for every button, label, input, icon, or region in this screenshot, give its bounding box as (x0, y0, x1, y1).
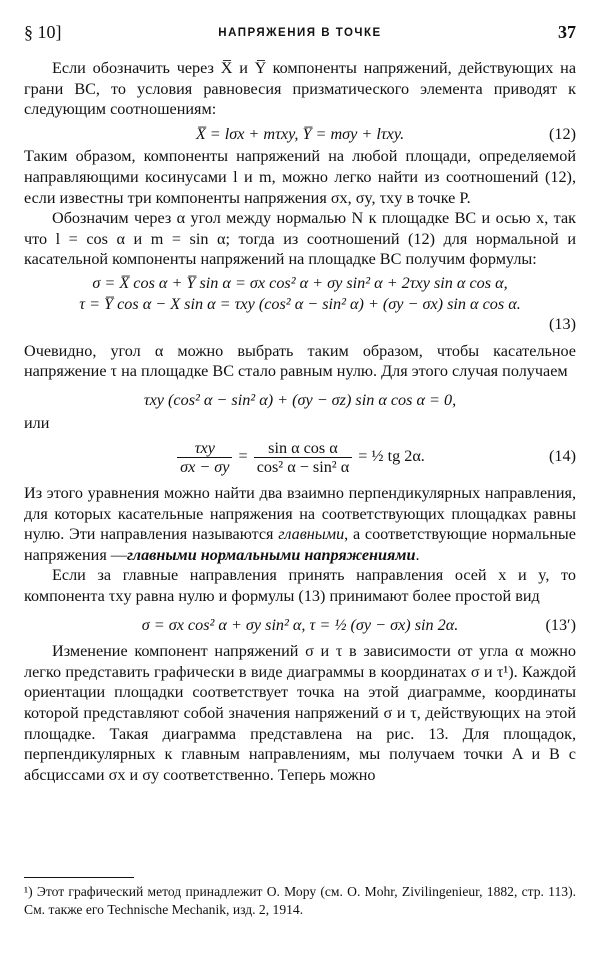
equation-13a-body: σ = X̅ cos α + Y̅ sin α = σx cos² α + σy sin² α + 2τxy sin α cos α, (92, 273, 508, 292)
paragraph-4: Очевидно, угол α можно выбрать таким образом, чтобы касательное напряжение τ на площадке BC стало равным нулю. Для этого случая получаем (24, 341, 576, 381)
equation-12 (24, 124, 576, 145)
p5-text-c: , а соответствующие нормальные напряжения — (24, 525, 576, 564)
running-header (24, 20, 576, 44)
p5-text-a: Из этого уравнения можно найти два взаимно перпендикулярных направления, для которых касательные напряжения на соответствующих площадках равны нулю. Эти направления называются (24, 484, 576, 544)
equation-14: $\frac{\text{τxy}}{\sigma x - \sigma y}$ = $\frac{\text{sin α cos α}}{\text{cos² α − sin² α}}$ = ½ tg 2α. (14) (24, 435, 576, 477)
equation-13a (24, 273, 576, 294)
p5-text-e: . (415, 545, 420, 564)
eq14-left-denominator: σx − σy (180, 457, 230, 476)
paragraph-7: Изменение компонент напряжений σ и τ в зависимости от угла α можно легко представить графически в виде диаграммы в координатах σ и τ¹). Каждой ориентации площадки соответствует точка на этой диаграмме, координаты которой представляют собой значения напряжений σ и τ, действующих на этой площадке. Такая диаграмма представлена на рис. 13. Для площадок, перпендикулярных к главным направлениям, мы получаем точки A и B с абсциссами σx и σy соответственно. Теперь можно (24, 642, 576, 784)
paragraph-1: Если обозначить через X̅ и Y̅ компоненты напряжений, действующих на грани BC, то условия равновесия призматического элемента приводят к следующим соотношениям: (24, 59, 576, 119)
eq14-right: = ½ tg 2α. (358, 447, 425, 466)
paragraph-3: Обозначим через α угол между нормалью N к площадке BC и осью x, так что l = cos α и m = sin α; тогда из соотношений (12) для нормальной и касательной компоненты напряжений на площадке BC получим формулы: (24, 209, 576, 269)
equation-14-number: (14) (549, 447, 576, 466)
equation-12-body: X̅ = lσx + mτxy, Y̅ = mσy + lτxy. (195, 124, 405, 143)
paragraph-5 (24, 483, 576, 565)
page-body (24, 58, 576, 785)
eq14-fraction-left (177, 439, 232, 476)
running-title: НАПРЯЖЕНИЯ В ТОЧКЕ (218, 27, 382, 39)
eq14-middle-denominator: cos² α − sin² α (256, 457, 350, 476)
equation-13b (24, 294, 576, 315)
p5-term-principal-normal-stresses: главными нормальными напряжениями (127, 545, 416, 564)
word-or: или (24, 413, 50, 432)
equation-13-prime-body: σ = σx cos² α + σy sin² α, τ = ½ (σy − σx) sin 2α. (141, 615, 459, 634)
p5-term-principal: главными (278, 525, 345, 544)
eq14-middle-numerator: sin α cos α (254, 439, 352, 458)
equation-zero-shear (24, 390, 576, 411)
equation-13-number: (13) (549, 315, 576, 334)
equation-12-number: (12) (549, 124, 576, 143)
equation-13b-body: τ = Y̅ cos α − X sin α = τxy (cos² α − sin² α) + (σy − σx) sin α cos α. (79, 294, 521, 313)
paragraph-6: Если за главные направления принять направления осей x и y, то компонента τxy равна нулю и формулы (13) принимают более простой вид (24, 566, 576, 606)
equation-zero-shear-body: τxy (cos² α − sin² α) + (σy − σz) sin α cos α = 0, (143, 390, 457, 409)
eq14-fraction-middle (254, 439, 352, 476)
section-marker: § 10] (24, 22, 62, 42)
equation-13-prime-number: (13′) (545, 615, 576, 634)
footnote: ¹) Этот графический метод принадлежит О. Мору (см. O. Mohr, Zivilingenieur, 1882, стр. 113). См. также его Technische Mechanik, изд. 2, 1914. (24, 884, 576, 918)
paragraph-2: Таким образом, компоненты напряжений на любой площади, определяемой направляющими косинусами l и m, можно легко найти из соотношений (12), если известны три компоненты напряжения σx, σy, τxy в точке P. (24, 147, 576, 207)
footnote-rule (24, 877, 134, 878)
eq14-left-numerator: τxy (177, 439, 232, 458)
equation-13-prime (24, 615, 576, 636)
page-number: 37 (558, 22, 576, 42)
